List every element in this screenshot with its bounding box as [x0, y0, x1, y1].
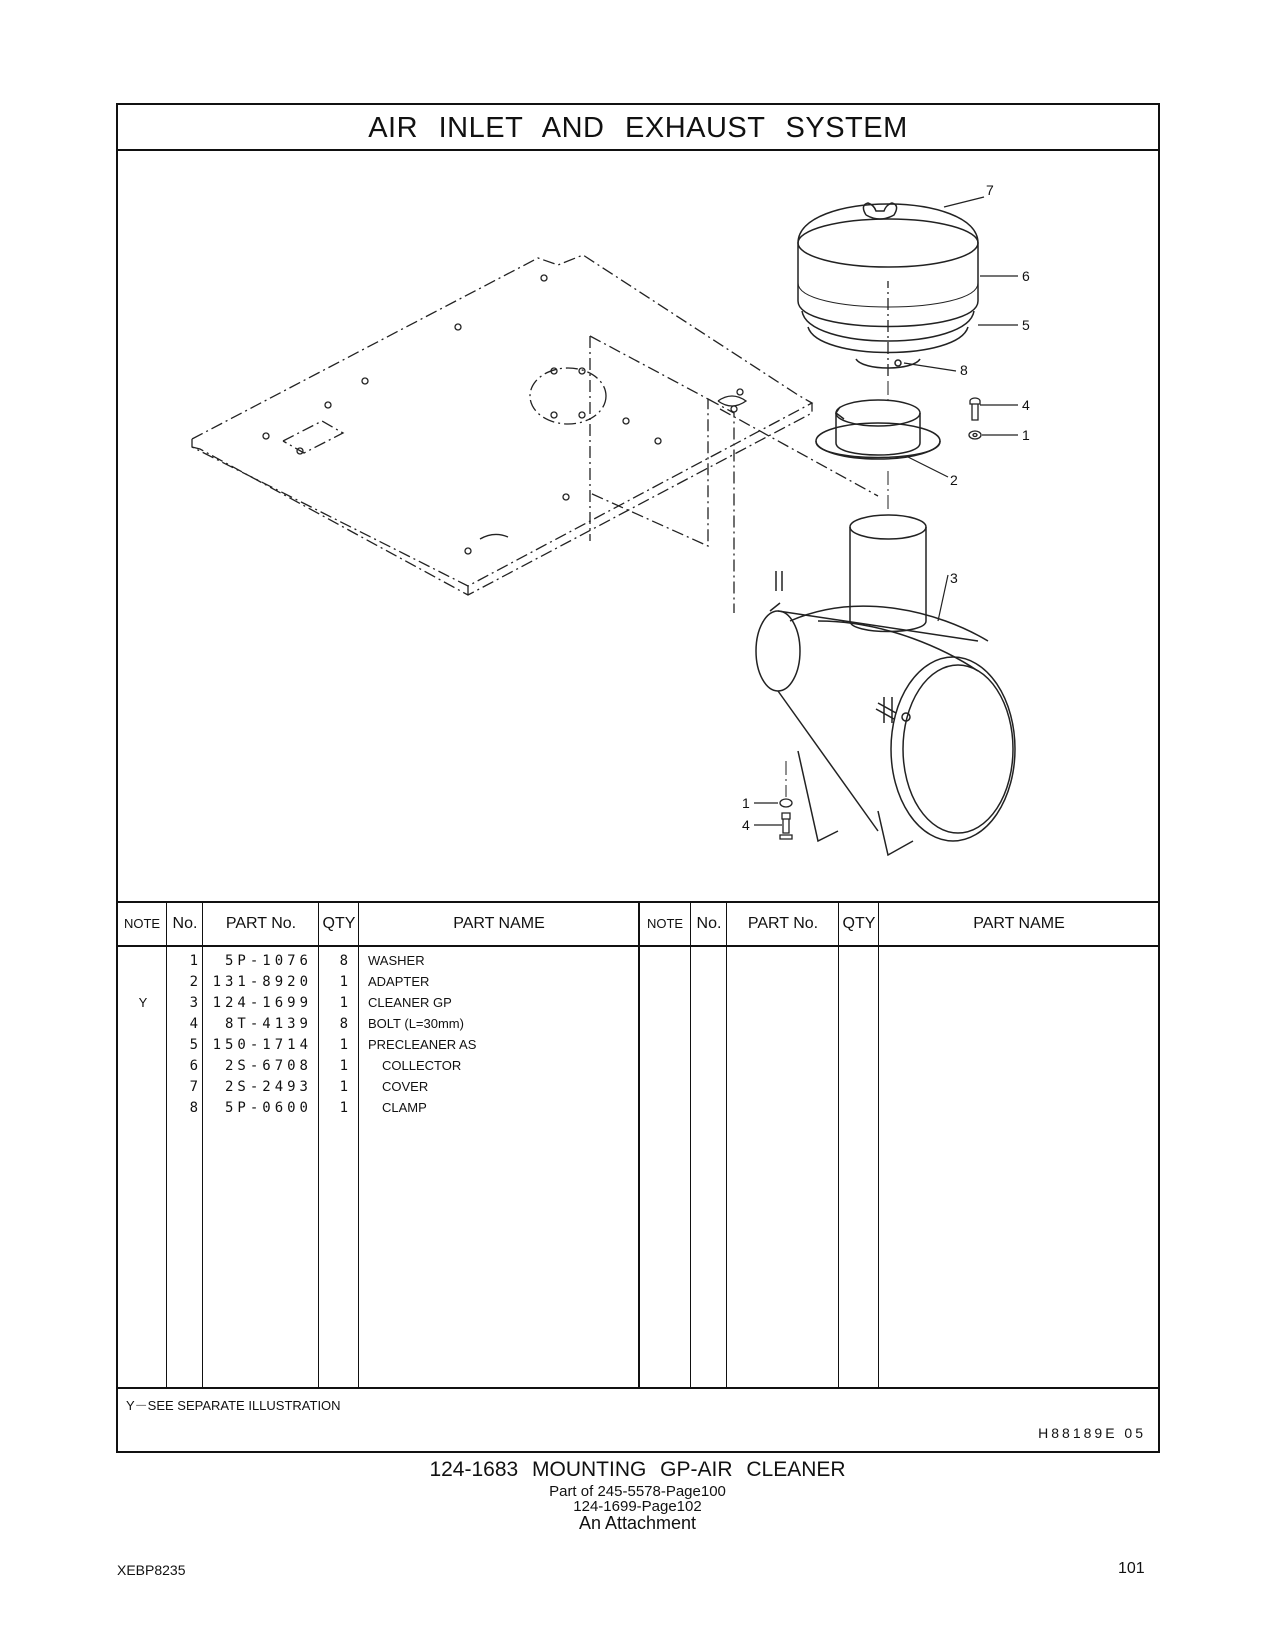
page-number: 101	[1118, 1560, 1145, 1577]
row-item-no: 5	[189, 1037, 198, 1053]
header-note-left: NOTE	[123, 916, 161, 931]
callout-4-right: 4	[1022, 397, 1030, 413]
row-item-no: 4	[189, 1016, 198, 1032]
header-part-name-left: PART NAME	[453, 915, 545, 932]
row-part-name: CLAMP	[382, 1100, 427, 1115]
header-no-right: No.	[696, 915, 722, 932]
row-part-no: 5P-1076	[224, 953, 312, 969]
row-part-name: WASHER	[368, 953, 425, 968]
row-part-name: PRECLEANER AS	[368, 1037, 477, 1052]
row-part-no: 131-8920	[212, 974, 312, 990]
header-qty-left: QTY	[322, 915, 356, 932]
parts-table-body	[118, 947, 1158, 1387]
row-part-no: 124-1699	[212, 995, 312, 1011]
caption-title: 124-1683 MOUNTING GP-AIR CLEANER	[429, 1458, 846, 1481]
row-part-name: ADAPTER	[368, 974, 430, 989]
table-row	[118, 974, 1158, 996]
row-part-no: 2S-6708	[224, 1058, 312, 1074]
callout-5: 5	[1022, 317, 1030, 333]
section-title: AIR INLET AND EXHAUST SYSTEM	[118, 105, 1158, 151]
row-item-no: 3	[189, 995, 198, 1011]
row-qty: 1	[339, 974, 348, 990]
callout-1-lower: 1	[742, 795, 750, 811]
header-part-no-left: PART No.	[225, 915, 297, 932]
footnote-divider	[118, 1387, 1158, 1389]
row-qty: 1	[339, 995, 348, 1011]
table-row	[118, 1037, 1158, 1059]
table-row	[118, 995, 1158, 1017]
adapter	[816, 400, 940, 459]
callout-8: 8	[960, 362, 968, 378]
row-part-no: 8T-4139	[224, 1016, 312, 1032]
row-note: Y	[138, 995, 148, 1010]
callout-1-right: 1	[1022, 427, 1030, 443]
table-row	[118, 1058, 1158, 1080]
row-item-no: 8	[189, 1100, 198, 1116]
callout-7: 7	[986, 182, 994, 198]
row-item-no: 7	[189, 1079, 198, 1095]
row-part-name: CLEANER GP	[368, 995, 452, 1010]
row-part-name: COVER	[382, 1079, 429, 1094]
row-part-name: BOLT (L=30mm)	[368, 1016, 464, 1031]
document-id: XEBP8235	[117, 1562, 186, 1578]
row-item-no: 1	[189, 953, 198, 969]
row-qty: 1	[339, 1058, 348, 1074]
header-no-left: No.	[172, 915, 198, 932]
exploded-view-illustration	[118, 151, 1158, 901]
callout-4-lower: 4	[742, 817, 750, 833]
header-note-right: NOTE	[646, 916, 684, 931]
row-part-no: 2S-2493	[224, 1079, 312, 1095]
row-part-no: 5P-0600	[224, 1100, 312, 1116]
row-item-no: 2	[189, 974, 198, 990]
header-part-name-right: PART NAME	[973, 915, 1065, 932]
row-part-no: 150-1714	[212, 1037, 312, 1053]
row-qty: 1	[339, 1079, 348, 1095]
air-cleaner-body	[756, 515, 1015, 855]
row-item-no: 6	[189, 1058, 198, 1074]
bolt-and-washer-right	[969, 398, 981, 439]
table-row	[118, 1079, 1158, 1101]
row-part-name: COLLECTOR	[382, 1058, 462, 1073]
illustration-code: H88189E 05	[1038, 1425, 1146, 1441]
caption-attachment: An Attachment	[578, 1513, 697, 1533]
caption-part-of: Part of 245-5578-Page100	[549, 1483, 726, 1500]
row-qty: 1	[339, 1100, 348, 1116]
table-row	[118, 953, 1158, 975]
bolt-and-washer-lower	[780, 799, 792, 839]
row-qty: 1	[339, 1037, 348, 1053]
row-qty: 8	[339, 1016, 348, 1032]
table-row	[118, 1016, 1158, 1038]
header-part-no-right: PART No.	[747, 915, 819, 932]
callout-6: 6	[1022, 268, 1030, 284]
callout-3: 3	[950, 570, 958, 586]
callout-2: 2	[950, 472, 958, 488]
parts-page-frame	[116, 103, 1160, 1453]
footnote: Y－SEE SEPARATE ILLUSTRATION	[126, 1398, 341, 1413]
header-qty-right: QTY	[842, 915, 876, 932]
table-row	[118, 1100, 1158, 1122]
row-qty: 8	[339, 953, 348, 969]
caption-reference: 124-1699-Page102	[573, 1498, 702, 1515]
plate-holes	[263, 275, 746, 554]
mounting-plate-outline	[192, 255, 888, 613]
